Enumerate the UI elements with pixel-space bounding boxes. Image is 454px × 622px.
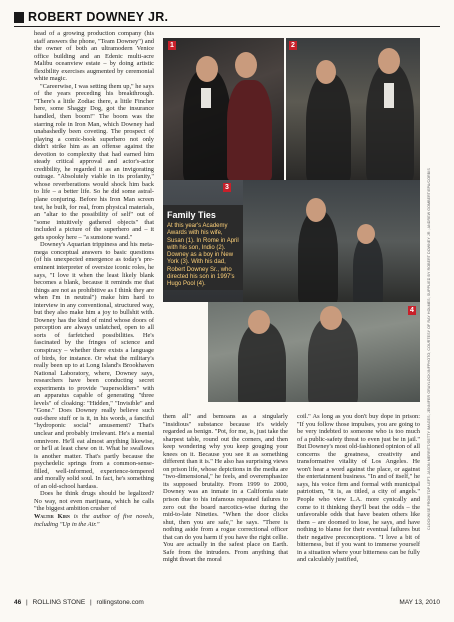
section-header xyxy=(14,11,440,27)
paragraph: "Careerwise, I was setting them up," he says of the years preceding his breakthrough. "There's a little Zodiac there, a little Fincher here, some Shaggy Dog, got the insurance handled, then boom!" The boom was the starring role in Iron Man, which Downey had unabashedly been coveting. The prospect of playing a comic-book superhero not only didn't strike him as an offense against the devotion to complexity that had earned him steady critical approval and actor's-actor credibility, he regarded it as an invigorating outrage. "Absolutely viable in its profanity," whose reverberations would shock him back to life – a better life. So he did some astral-plane conjuring. Before his Iron Man screen test, he built, for real, from physical materials, an "altar to the possibility of self" out of "some intuitively gathered objects" that included a picture of the superhero and – it gets spooky here – "a sunstone wand." xyxy=(34,82,154,241)
caption-body: At this year's Academy Awards with his wife, Susan (1). In Rome in April with his son, Indio (2). Downey as a boy in New York (3). With his dad, Robert Downey Sr., who directed his son in 1997's Hugo Pool (4). xyxy=(167,223,239,288)
page-footer: 46 | ROLLING STONE | rollingstone.com MAY 13, 2010 xyxy=(14,599,440,606)
photo-with-dad xyxy=(208,302,420,402)
photo-caption xyxy=(163,205,243,290)
issue-date: MAY 13, 2010 xyxy=(399,599,440,606)
author-byline xyxy=(34,513,154,528)
paragraph: Does he think drugs should be legalized? No way, not even marijuana, which he calls "the biggest ambition crusher of xyxy=(34,490,154,513)
magazine-name: ROLLING STONE xyxy=(32,599,86,606)
paragraph: head of a growing production company (his staff answers the phone, "Team Downey") and the owner of both an ultramodern Venice office building and an Edenic multi-acre Malibu oceanview estate – by doing artistic flexibility exercises augmented by ceremonial white magic. xyxy=(34,30,154,83)
photo-number-1: 1 xyxy=(168,41,176,50)
photo-number-4: 4 xyxy=(408,306,416,315)
page-number: 46 xyxy=(14,599,22,606)
article-column-1 xyxy=(34,30,154,588)
photo-boy-new-york xyxy=(243,180,420,302)
paragraph: Downey's Aquarian trippiness and his meta-mega conceptual answers to basic questions (of his unexpected emergence as today's pre-eminent interpreter of oversize iconic roles, he says, "I love it when the least likely blank becomes a blank, because it reminds me that things are not as prohibitive as I think they are when I'm in neutral") make him hard to interview in any conventional, structured way, but they also make him a joy to bullshit with. Downey has the kind of mind whose doors of perception are always unlatched, open to all sorts of farfetched possibilities. He's fascinated by the fringes of science and conspiracy – whether there exists a language of birds, for instance. Or what the military's really been up to at Long Island's Brookhaven National Laboratory, where, Downey says, researchers have been conducting secret experiments to provide "supersoldiers" with an apparatus capable of generating "three levels" of cloaking: "Hidden," "Invisible" and "Gone." Does Downey really believe such out-there stuff or is it, in his words, a fanciful "hydroponic social" amusement? That's unclear and probably irrelevant. He's a mental omnivore. He'll eat almost anything likewise, or he'll at least chew on it. What he swallows is another matter. That's partly because the psychedelic springs from a common-sense-filled, well-informed, experience-tempered and morally solid soul. In fact, he's something of an old-school hardass. xyxy=(34,241,154,490)
author-name: Walter Kirn xyxy=(34,513,70,520)
photo-number-3: 3 xyxy=(223,183,231,192)
photo-oscars-couple xyxy=(163,38,284,180)
caption-title: Family Ties xyxy=(167,210,216,220)
photo-number-2: 2 xyxy=(289,41,297,50)
photo-credit: CLOCKWISE FROM TOP LEFT: JASON MERRITT/GETTY IMAGES; JENNIFER GRAYLOCK/INFPHOTO; COURTESY OF RAY HOLMES; SUPPLIED BY ROBERT DOWNEY JR.; ANDREW GOMBERT/EPA/CORBIS xyxy=(427,168,431,530)
article-column-3: coil." As long as you don't buy dope in prison: "If you follow those impulses, you are going to be very indebted to someone who is too much of a public-safety threat to even just be in jail." But Downey's most old-fashioned opinion of all concerns the greatness, creativity and transformative vitality of Los Angeles. He won't hear a word against the place, or against the entertainment business. "In and of itself," he says, his voice firm and formal with municipal patriotism, "it is, as titled, a city of angels." People who view L.A. more cynically and come to it thinking they'll beat the odds – the unfavorable odds that have beaten others like them – are doomed to lose, he says, and have nothing to blame for their eventual failures but their negative preconceptions. "I love a bit of bitterness, but if you want to immerse yourself in a situation where your bitterness can be fully and calculably justified, xyxy=(297,413,420,564)
section-title: ROBERT DOWNEY JR. xyxy=(28,10,169,24)
author-bio: is the author of five novels, including "Up in the Air." xyxy=(34,513,154,528)
photo-rome-son xyxy=(286,38,420,180)
article-column-2: them all" and bemoans as a singularly "insidious" substance because it's widely regarded as benign. "Pot, for me, is, just take the sharpest table, round out the corners, and then keep wondering why you keep gouging your knees on it. Because you see it as something different than it is." He also has surprising views on prison life, whose depictions in the media are "two-dimensional," he feels, and overemphasize its supposed brutality. From 1999 to 2000, Downey was an inmate in a California state prison due to his infamous repeated failures to zero out the board narcotics-wise during the mid-to-late Nineties. "When the door clicks shut, then you are safe," he says. "There is nothing aside from a rogue correctional officer that can do you harm if you have the right cellie. You are actually in the safest place on Earth. Safe from the intruders. From anything that might thwart the moral xyxy=(163,413,288,564)
header-square xyxy=(14,12,24,23)
magazine-site: rollingstone.com xyxy=(96,599,144,606)
